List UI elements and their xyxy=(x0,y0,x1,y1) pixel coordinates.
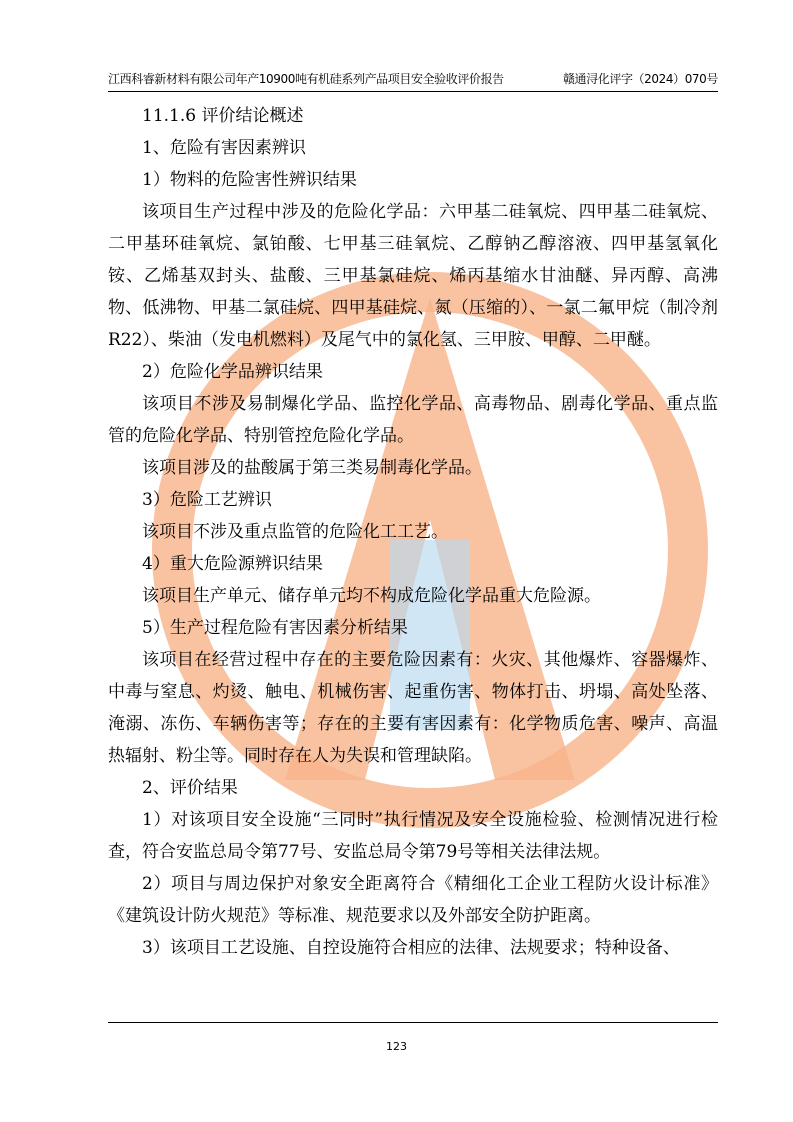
running-header xyxy=(108,70,718,92)
document-body xyxy=(108,100,718,964)
item-heading: 5）生产过程危险有害因素分析结果 xyxy=(142,618,408,638)
item-heading: 2）危险化学品辨识结果 xyxy=(142,362,323,382)
page-number: 123 xyxy=(386,1040,407,1053)
item-heading: 4）重大危险源辨识结果 xyxy=(142,554,323,574)
header-report-number: 赣通浔化评字（2024）070号 xyxy=(562,72,718,86)
item-heading: 3）危险工艺辨识 xyxy=(142,490,272,510)
body-paragraph: 该项目不涉及易制爆化学品、监控化学品、高毒物品、剧毒化学品、重点监管的危险化学品、特别管控危险化学品。 xyxy=(108,394,718,446)
body-paragraph: 该项目在经营过程中存在的主要危险因素有：火灾、其他爆炸、容器爆炸、中毒与窒息、灼烫、触电、机械伤害、起重伤害、物体打击、坍塌、高处坠落、淹溺、冻伤、车辆伤害等；存在的主要有害因素有：化学物质危害、噪声、高温热辐射、粉尘等。同时存在人为失误和管理缺陷。 xyxy=(108,650,718,766)
body-paragraph: 该项目生产过程中涉及的危险化学品：六甲基二硅氧烷、四甲基二硅氧烷、二甲基环硅氧烷、氯铂酸、七甲基三硅氧烷、乙醇钠乙醇溶液、四甲基氢氧化铵、乙烯基双封头、盐酸、三甲基氯硅烷、烯丙基缩水甘油醚、异丙醇、高沸物、低沸物、甲基二氯硅烷、四甲基硅烷、氮（压缩的）、一氯二氟甲烷（制冷剂R22）、柴油（发电机燃料）及尾气中的氯化氢、三甲胺、甲醇、二甲醚。 xyxy=(108,202,718,350)
body-paragraph: 3）该项目工艺设施、自控设施符合相应的法律、法规要求；特种设备、 xyxy=(142,938,680,958)
body-paragraph: 1）对该项目安全设施“三同时”执行情况及安全设施检验、检测情况进行检查，符合安监总局令第77号、安监总局令第79号等相关法律法规。 xyxy=(108,810,718,862)
header-report-title: 江西科睿新材料有限公司年产10900吨有机硅系列产品项目安全验收评价报告 xyxy=(108,72,504,86)
subsection-heading: 1、危险有害因素辨识 xyxy=(142,138,306,158)
body-paragraph: 该项目不涉及重点监管的危险化工工艺。 xyxy=(142,522,448,542)
footer-divider xyxy=(108,1022,718,1023)
item-heading: 1）物料的危险害性辨识结果 xyxy=(142,170,357,190)
section-heading: 11.1.6 评价结论概述 xyxy=(142,106,304,126)
body-paragraph: 该项目生产单元、储存单元均不构成危险化学品重大危险源。 xyxy=(142,586,601,606)
body-paragraph: 该项目涉及的盐酸属于第三类易制毒化学品。 xyxy=(142,458,482,478)
subsection-heading: 2、评价结果 xyxy=(142,778,238,798)
body-paragraph: 2）项目与周边保护对象安全距离符合《精细化工企业工程防火设计标准》《建筑设计防火规范》等标准、规范要求以及外部安全防护距离。 xyxy=(108,874,718,926)
